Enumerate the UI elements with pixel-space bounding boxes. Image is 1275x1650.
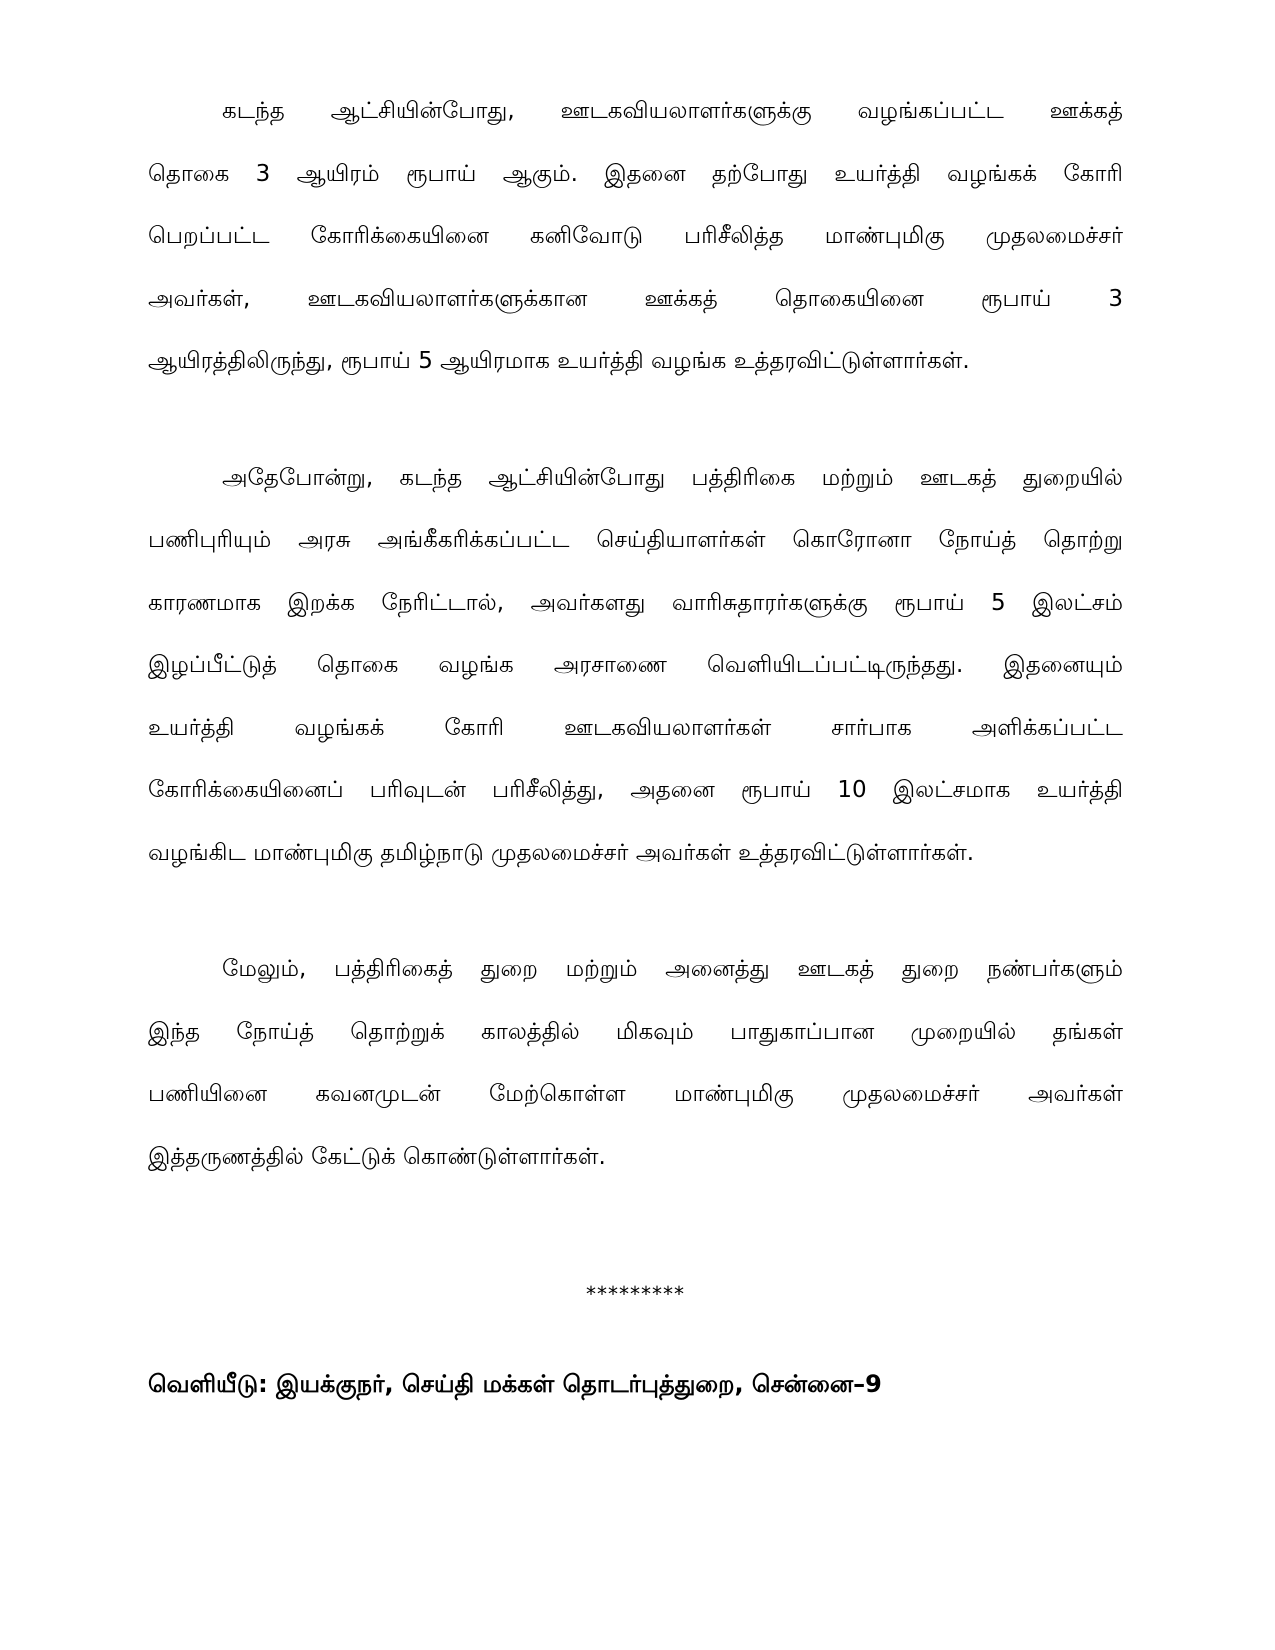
paragraph-line: உயர்த்தி வழங்கக் கோரி ஊடகவியலாளர்கள் சார்பாக அளிக்கப்பட்ட	[148, 714, 1123, 741]
paragraph-line: வழங்கிட மாண்புமிகு தமிழ்நாடு முதலமைச்சர் அவர்கள் உத்தரவிட்டுள்ளார்கள்.	[148, 839, 975, 866]
paragraph-line: பணிபுரியும் அரசு அங்கீகரிக்கப்பட்ட செய்தியாளர்கள் கொரோனா நோய்த் தொற்று	[148, 527, 1123, 553]
paragraph-line: கடந்த ஆட்சியின்போது, ஊடகவியலாளர்களுக்கு வழங்கப்பட்ட ஊக்கத்	[222, 98, 1123, 124]
paragraph-1	[148, 80, 1123, 393]
paragraph-line: காரணமாக இறக்க நேரிட்டால், அவர்களது வாரிசுதாரர்களுக்கு ரூபாய் 5 இலட்சம்	[148, 589, 1123, 616]
paragraph-line: இழப்பீட்டுத் தொகை வழங்க அரசாணை வெளியிடப்பட்டிருந்தது. இதனையும்	[148, 652, 1123, 678]
paragraph-line: பணியினை கவனமுடன் மேற்கொள்ள மாண்புமிகு முதலமைச்சர் அவர்கள்	[148, 1081, 1123, 1107]
section-separator: *********	[586, 1282, 685, 1306]
paragraph-line: மேலும், பத்திரிகைத் துறை மற்றும் அனைத்து ஊடகத் துறை நண்பர்களும்	[222, 956, 1123, 982]
paragraph-line: பெறப்பட்ட கோரிக்கையினை கனிவோடு பரிசீலித்த மாண்புமிகு முதலமைச்சர்	[148, 223, 1123, 249]
paragraph-line: இத்தருணத்தில் கேட்டுக் கொண்டுள்ளார்கள்.	[148, 1143, 606, 1170]
release-footer: வெளியீடு: இயக்குநர், செய்தி மக்கள் தொடர்புத்துறை, சென்னை–9	[148, 1370, 882, 1398]
paragraph-line: அதேபோன்று, கடந்த ஆட்சியின்போது பத்திரிகை மற்றும் ஊடகத் துறையில்	[222, 464, 1123, 491]
paragraph-line: இந்த நோய்த் தொற்றுக் காலத்தில் மிகவும் பாதுகாப்பான முறையில் தங்கள்	[148, 1018, 1123, 1045]
paragraph-2	[148, 447, 1123, 885]
paragraph-line: தொகை 3 ஆயிரம் ரூபாய் ஆகும். இதனை தற்போது உயர்த்தி வழங்கக் கோரி	[148, 160, 1123, 187]
paragraph-3	[148, 938, 1123, 1188]
document-body	[148, 80, 1123, 1242]
paragraph-line: கோரிக்கையினைப் பரிவுடன் பரிசீலித்து, அதனை ரூபாய் 10 இலட்சமாக உயர்த்தி	[148, 777, 1123, 803]
paragraph-line: ஆயிரத்திலிருந்து, ரூபாய் 5 ஆயிரமாக உயர்த்தி வழங்க உத்தரவிட்டுள்ளார்கள்.	[148, 348, 970, 374]
paragraph-line: அவர்கள், ஊடகவியலாளர்களுக்கான ஊக்கத் தொகையினை ரூபாய் 3	[148, 285, 1123, 312]
